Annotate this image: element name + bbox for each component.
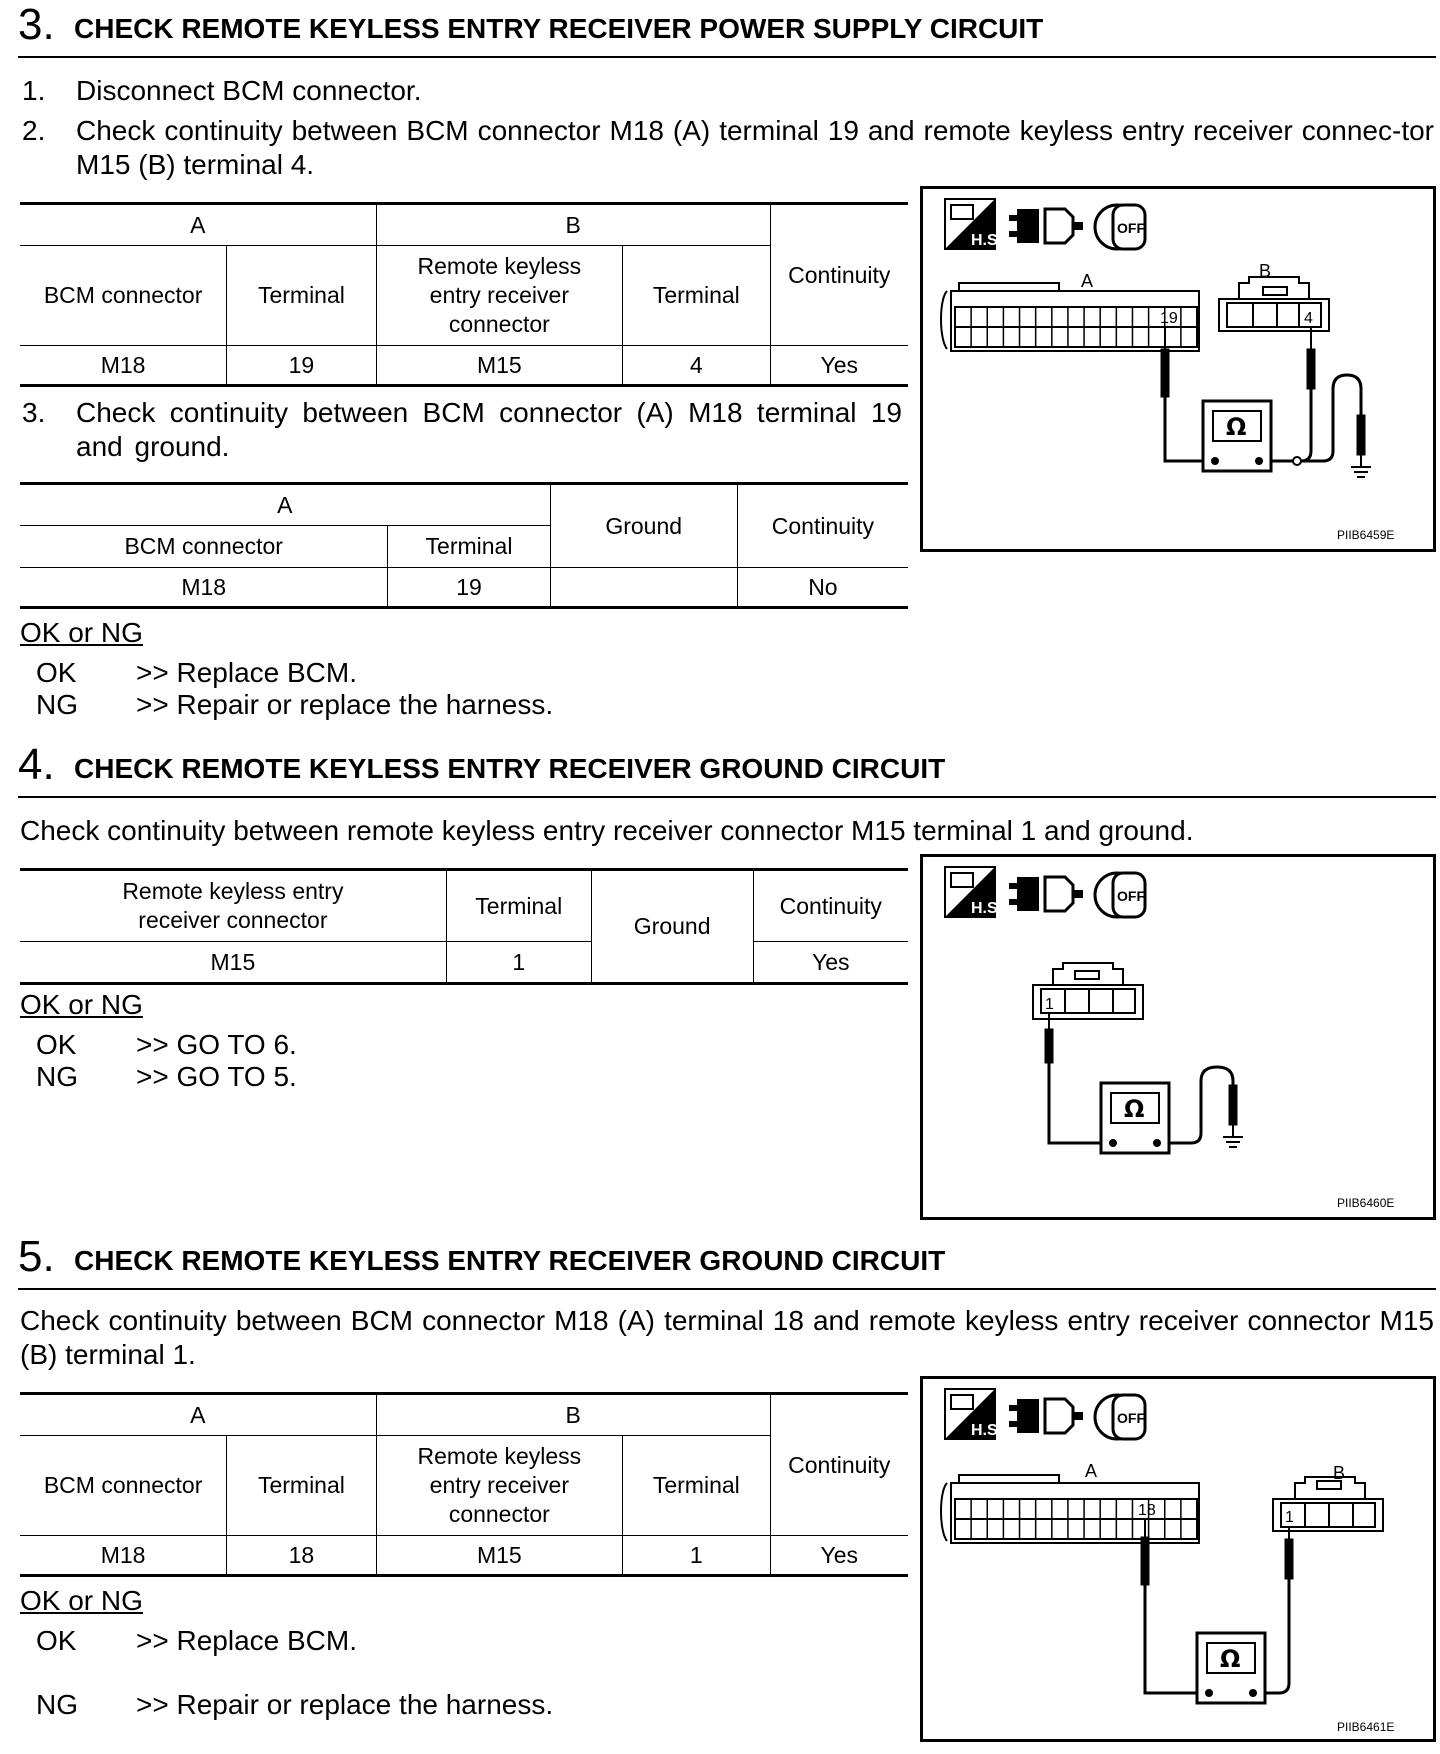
table1-header-continuity: Continuity (770, 204, 908, 346)
step5-cell: Yes (770, 1536, 908, 1576)
terminal-b-label: 4 (1304, 310, 1313, 327)
ohmmeter-icon (1101, 1083, 1169, 1153)
step4-header-terminal: Terminal (446, 870, 591, 942)
terminal-label: 1 (1045, 996, 1054, 1013)
step4-title: CHECK REMOTE KEYLESS ENTRY RECEIVER GROUND CIRCUIT (74, 753, 946, 784)
table1-cell: 4 (623, 346, 771, 386)
ok-key: OK (36, 1029, 77, 1060)
table1-group-a: A (20, 204, 376, 246)
table1-cell: 19 (227, 346, 376, 386)
table1-header-receiver: Remote keyless entry receiver connector (376, 246, 622, 346)
ohm-symbol: Ω (1220, 1645, 1241, 1673)
step5-cell: M18 (20, 1536, 227, 1576)
table1-header-terminal-a: Terminal (227, 246, 376, 346)
ng-text: >> Repair or replace the harness. (136, 689, 554, 720)
ok-text: >> Replace BCM. (136, 657, 357, 688)
connector-b-label: B (1333, 1463, 1346, 1483)
step5-diagram (920, 1376, 1436, 1742)
step5-cell: 18 (227, 1536, 376, 1576)
ok-key: OK (36, 1625, 77, 1656)
off-label: OFF (1117, 888, 1145, 904)
table1-group-b: B (376, 204, 770, 246)
figure-code: PIIB6459E (1337, 528, 1395, 542)
table2-cell: M18 (20, 568, 388, 608)
ohmmeter-icon (1197, 1633, 1265, 1703)
ignition-off-icon (1095, 873, 1145, 917)
table1-cell: M15 (376, 346, 622, 386)
connector-b-label: B (1259, 261, 1272, 281)
step4-ok-or-ng: OK or NG (20, 989, 143, 1020)
table1-header-terminal-b: Terminal (623, 246, 771, 346)
step5-title: CHECK REMOTE KEYLESS ENTRY RECEIVER GROUND CIRCUIT (74, 1245, 946, 1276)
step3-number: 3. (18, 0, 55, 49)
step3-item2-number: 2. (22, 115, 46, 146)
step3-diagram (920, 186, 1436, 552)
ohm-symbol: Ω (1226, 413, 1247, 441)
table2-group-a: A (20, 484, 550, 526)
off-label: OFF (1117, 1410, 1145, 1426)
ng-key: NG (36, 689, 78, 720)
hs-label: H.S. (971, 900, 1003, 917)
figure-code: PIIB6461E (1337, 1720, 1395, 1734)
harness-connector-icon (945, 1389, 1002, 1439)
step4-header (18, 740, 1436, 798)
ng-key: NG (36, 1061, 78, 1092)
terminal-b-label: 1 (1285, 1509, 1294, 1526)
connector-a-label: A (1085, 1461, 1098, 1481)
step5-ok-or-ng: OK or NG (20, 1585, 143, 1616)
disconnect-icon (1009, 209, 1083, 243)
step4-header-continuity: Continuity (753, 870, 908, 942)
step5-text: Check continuity between BCM connector M18 (A) terminal 18 and remote keyless entry receiver connector M15 (B) terminal 1. (20, 1305, 1434, 1370)
hs-label: H.S. (971, 1422, 1003, 1439)
ng-text: >> Repair or replace the harness. (136, 1689, 554, 1720)
step3-item3-number: 3. (22, 397, 46, 428)
step3-ok-or-ng: OK or NG (20, 617, 143, 648)
step4-table (20, 868, 908, 985)
ok-key: OK (36, 657, 77, 688)
step3-item1-number: 1. (22, 75, 46, 106)
disconnect-icon (1009, 877, 1083, 911)
step5-group-a: A (20, 1394, 376, 1436)
ng-key: NG (36, 1689, 78, 1720)
harness-connector-icon (945, 199, 1002, 249)
ignition-off-icon (1095, 1395, 1145, 1439)
step4-header-ground: Ground (591, 870, 753, 984)
step4-cell: M15 (20, 942, 446, 984)
step4-number: 4. (18, 740, 55, 789)
step5-header-terminal-b: Terminal (623, 1436, 771, 1536)
step3-header (18, 0, 1436, 58)
step5-header (18, 1232, 1436, 1290)
connector-a (941, 1475, 1199, 1543)
figure-code: PIIB6460E (1337, 1196, 1395, 1210)
harness-connector-icon (945, 867, 1002, 917)
step4-cell: 1 (446, 942, 591, 984)
step4-cell: Yes (753, 942, 908, 984)
table1-header-bcm: BCM connector (20, 246, 227, 346)
step4-text: Check continuity between remote keyless entry receiver connector M15 terminal 1 and ground. (20, 815, 1194, 846)
ignition-off-icon (1095, 205, 1145, 249)
step3-table2 (20, 482, 908, 609)
off-label: OFF (1117, 220, 1145, 236)
step5-cell: 1 (623, 1536, 771, 1576)
step5-header-bcm: BCM connector (20, 1436, 227, 1536)
terminal-a-label: 18 (1138, 1502, 1156, 1519)
step4-header-receiver: Remote keyless entry receiver connector (20, 870, 446, 942)
connector-a-label: A (1081, 271, 1094, 291)
hs-label: H.S. (971, 232, 1003, 249)
ok-text: >> Replace BCM. (136, 1625, 357, 1656)
step3-item1-text: Disconnect BCM connector. (76, 75, 422, 106)
step5-table (20, 1392, 908, 1577)
table2-header-bcm: BCM connector (20, 526, 388, 568)
step5-group-b: B (376, 1394, 770, 1436)
step5-header-receiver: Remote keyless entry receiver connector (376, 1436, 622, 1536)
step5-header-continuity: Continuity (770, 1394, 908, 1536)
step4-diagram (920, 854, 1436, 1220)
table1-cell: M18 (20, 346, 227, 386)
table2-cell: No (737, 568, 908, 608)
step3-table1 (20, 202, 908, 387)
step3-item3-text: Check continuity between BCM connector (A) M18 terminal 19 and ground. (76, 397, 902, 462)
ohmmeter-icon (1203, 401, 1271, 471)
table2-cell: 19 (388, 568, 550, 608)
step3-title: CHECK REMOTE KEYLESS ENTRY RECEIVER POWER SUPPLY CIRCUIT (74, 13, 1044, 44)
disconnect-icon (1009, 1399, 1083, 1433)
table2-header-terminal: Terminal (388, 526, 550, 568)
ohm-symbol: Ω (1124, 1095, 1145, 1123)
table1-cell: Yes (770, 346, 908, 386)
step5-cell: M15 (376, 1536, 622, 1576)
ng-text: >> GO TO 5. (136, 1061, 297, 1092)
step5-number: 5. (18, 1232, 55, 1281)
step5-header-terminal-a: Terminal (227, 1436, 376, 1536)
terminal-a-label: 19 (1160, 310, 1178, 327)
step3-item2-text: Check continuity between BCM connector M18 (A) terminal 19 and remote keyless entry receiver connec-tor M15 (B) terminal 4. (76, 115, 1434, 180)
table2-header-continuity: Continuity (737, 484, 908, 568)
table2-header-ground: Ground (550, 484, 737, 568)
table2-ground-cell (550, 568, 737, 608)
ok-text: >> GO TO 6. (136, 1029, 297, 1060)
